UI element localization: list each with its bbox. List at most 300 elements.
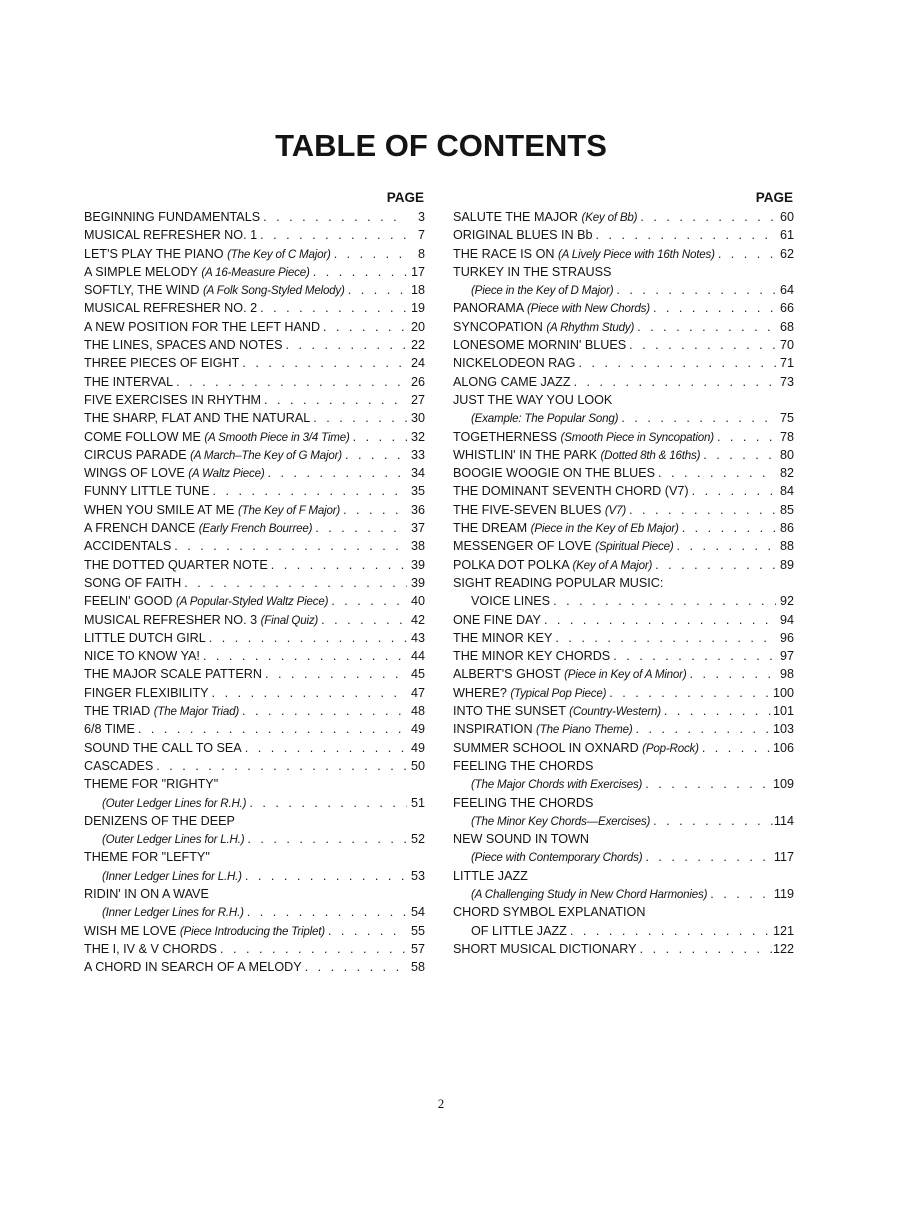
- dot-leader: [610, 647, 776, 665]
- entry-title-text: THE DREAM: [453, 521, 528, 536]
- toc-entry-line: [84, 958, 425, 976]
- dot-leader: [242, 867, 407, 885]
- entry-subtitle: (Inner Ledger Lines for R.H.): [102, 906, 244, 920]
- dot-leader: [652, 556, 776, 574]
- entry-title: [453, 940, 637, 958]
- toc-entry-line: [453, 665, 794, 684]
- dot-leader: [257, 226, 407, 244]
- entry-title-text: INSPIRATION: [453, 722, 533, 737]
- toc-entry: [84, 592, 425, 610]
- dot-leader: [244, 903, 407, 921]
- toc-entry-line: [453, 263, 794, 281]
- entry-title: [84, 885, 209, 903]
- dot-leader: [350, 428, 407, 446]
- entry-title: [84, 684, 209, 702]
- dot-leader: [340, 501, 407, 519]
- toc-entry: [84, 739, 425, 757]
- entry-title-text: INTO THE SUNSET: [453, 704, 566, 719]
- entry-title: [453, 446, 700, 465]
- dot-leader: [626, 336, 776, 354]
- toc-entry-line: [84, 647, 425, 665]
- entry-title: [84, 611, 318, 630]
- entry-title-text: THE TRIAD: [84, 704, 151, 719]
- entry-title: [453, 702, 661, 721]
- toc-entry: [84, 867, 425, 885]
- toc-entry-line: [84, 556, 425, 574]
- entry-subtitle: (A Rhythm Study): [546, 320, 635, 334]
- entry-title: [471, 775, 642, 794]
- entry-title-text: SOUND THE CALL TO SEA: [84, 740, 242, 755]
- toc-entry-line: [84, 501, 425, 520]
- entry-title: [84, 592, 328, 611]
- toc-entry-line: [453, 922, 794, 940]
- toc-entry-line: [453, 903, 794, 921]
- entry-page-number: 49: [410, 740, 425, 755]
- entry-title-text: BOOGIE WOOGIE ON THE BLUES: [453, 466, 656, 481]
- entry-title-text: WINGS OF LOVE: [84, 466, 185, 481]
- entry-subtitle: (A Lively Piece with 16th Notes): [557, 247, 715, 261]
- entry-title-text: JUST THE WAY YOU LOOK: [453, 392, 613, 407]
- entry-title-text: THE MINOR KEY CHORDS: [453, 649, 611, 664]
- entry-title: [453, 720, 633, 739]
- toc-entry: [453, 501, 794, 519]
- toc-entry: [453, 885, 794, 903]
- toc-entry: [453, 263, 794, 281]
- toc-entry-line: [84, 611, 425, 630]
- toc-entry: [453, 336, 794, 354]
- toc-entry: [453, 519, 794, 537]
- toc-entry: [84, 226, 425, 244]
- entry-title: [453, 629, 552, 647]
- dot-leader: [209, 684, 407, 702]
- toc-entry: [453, 629, 794, 647]
- toc-entry: [84, 318, 425, 336]
- toc-entry: [84, 263, 425, 281]
- entry-title: [84, 720, 135, 738]
- entry-title-text: THE FIVE-SEVEN BLUES: [453, 502, 602, 517]
- entry-page-number: 27: [410, 392, 425, 407]
- entry-page-number: 114: [773, 813, 794, 828]
- entry-title-text: RIDIN' IN ON A WAVE: [84, 886, 209, 901]
- toc-entry-line: [84, 354, 425, 372]
- entry-title: [471, 409, 618, 428]
- entry-page-number: 52: [410, 832, 425, 847]
- dot-leader: [261, 391, 407, 409]
- entry-page-number: 66: [779, 301, 794, 316]
- dot-leader: [707, 885, 774, 903]
- entry-title-text: LITTLE JAZZ: [453, 868, 528, 883]
- toc-entry: [453, 794, 794, 812]
- entry-page-number: 121: [772, 923, 794, 938]
- toc-entry: [453, 428, 794, 446]
- dot-leader: [257, 299, 407, 317]
- entry-title: [84, 556, 268, 574]
- entry-page-number: 97: [779, 649, 794, 664]
- toc-entry: [453, 775, 794, 793]
- entry-title: [84, 318, 320, 336]
- entry-title-text: TOGETHERNESS: [453, 429, 558, 444]
- toc-entry-line: [453, 702, 794, 721]
- entry-subtitle: (Key of Bb): [581, 211, 638, 224]
- entry-title-text: FEELING THE CHORDS: [453, 795, 594, 810]
- dot-leader: [552, 629, 776, 647]
- toc-entry-line: [84, 848, 425, 866]
- entry-page-number: 85: [779, 502, 794, 517]
- toc-entry-line: [84, 464, 425, 483]
- entry-title: [453, 757, 593, 775]
- toc-entry: [84, 684, 425, 702]
- entry-title-text: COME FOLLOW ME: [84, 429, 201, 444]
- toc-entry-line: [84, 318, 425, 336]
- entry-subtitle: (The Key of F Major): [237, 503, 341, 517]
- entry-page-number: 92: [779, 594, 794, 609]
- toc-entry: [453, 739, 794, 757]
- entry-title-text: SOFTLY, THE WIND: [84, 283, 200, 298]
- toc-entry: [453, 299, 794, 317]
- toc-entry: [453, 848, 794, 866]
- toc-entry: [84, 482, 425, 500]
- entry-title: [453, 336, 626, 354]
- entry-title: [84, 665, 262, 683]
- entry-title-text: THE SHARP, FLAT AND THE NATURAL: [84, 411, 311, 426]
- entry-subtitle: (Piece with Contemporary Chords): [471, 851, 643, 865]
- entry-title: [102, 830, 244, 849]
- dot-leader: [714, 428, 776, 446]
- toc-entry-line: [84, 739, 425, 757]
- toc-entry-line: [84, 208, 425, 226]
- dot-leader: [345, 281, 407, 299]
- entry-title: [84, 482, 210, 500]
- dot-leader: [262, 665, 407, 683]
- entry-title-text: THE MAJOR SCALE PATTERN: [84, 667, 262, 682]
- toc-entry-line: [453, 885, 794, 904]
- entry-page-number: 96: [779, 630, 794, 645]
- entry-page-number: 94: [779, 612, 794, 627]
- entry-page-number: 89: [779, 557, 794, 572]
- entry-title: [453, 867, 528, 885]
- toc-entry: [453, 812, 794, 830]
- entry-page-number: 39: [410, 557, 425, 572]
- entry-subtitle: (Inner Ledger Lines for L.H.): [102, 869, 242, 883]
- toc-entry: [453, 684, 794, 702]
- entry-title: [453, 830, 589, 848]
- toc-entry: [84, 409, 425, 427]
- entry-title: [84, 775, 218, 793]
- entry-page-number: 57: [410, 941, 425, 956]
- toc-entry-line: [453, 592, 794, 610]
- toc-entry: [84, 446, 425, 464]
- toc-entry: [453, 574, 794, 592]
- toc-entry-line: [453, 537, 794, 556]
- dot-leader: [135, 720, 407, 738]
- entry-page-number: 98: [779, 667, 794, 682]
- dot-leader: [200, 647, 407, 665]
- toc-entry-line: [84, 940, 425, 958]
- entry-title-text: ORIGINAL BLUES IN Bb: [453, 228, 593, 243]
- toc-entry: [84, 830, 425, 848]
- entry-title: [84, 940, 217, 958]
- entry-title-text: DENIZENS OF THE DEEP: [84, 813, 235, 828]
- toc-entry: [453, 464, 794, 482]
- entry-page-number: 55: [410, 923, 425, 938]
- toc-entry-line: [453, 428, 794, 447]
- entry-page-number: 3: [417, 210, 425, 224]
- dot-leader: [606, 684, 773, 702]
- toc-entry-line: [453, 226, 794, 244]
- entry-title: [84, 281, 345, 300]
- toc-entry-line: [84, 885, 425, 903]
- entry-title-text: A SIMPLE MELODY: [84, 264, 198, 279]
- toc-entry: [84, 208, 425, 226]
- entry-title-text: NICE TO KNOW YA!: [84, 649, 200, 664]
- toc-entry: [453, 391, 794, 409]
- entry-subtitle: (A Folk Song-Styled Melody): [202, 284, 345, 298]
- toc-entry-line: [84, 226, 425, 244]
- entry-title: [453, 519, 679, 538]
- entry-page-number: 73: [779, 374, 794, 389]
- entry-title: [453, 482, 689, 500]
- entry-title-text: POLKA DOT POLKA: [453, 557, 569, 572]
- entry-page-number: 7: [417, 228, 425, 243]
- entry-title: [453, 318, 634, 337]
- toc-entry-line: [453, 336, 794, 354]
- entry-title: [102, 867, 242, 886]
- entry-title: [453, 684, 606, 703]
- toc-entry-line: [453, 464, 794, 482]
- entry-title: [84, 519, 312, 538]
- toc-entry-line: [84, 922, 425, 941]
- entry-subtitle: (Key of A Major): [572, 558, 653, 572]
- toc-entry-line: [84, 903, 425, 922]
- entry-title-text: SYNCOPATION: [453, 319, 543, 334]
- toc-entry-line: [84, 537, 425, 555]
- entry-title: [84, 336, 283, 354]
- toc-entry: [453, 720, 794, 738]
- entry-subtitle: (Outer Ledger Lines for R.H.): [102, 796, 247, 810]
- dot-leader: [239, 354, 407, 372]
- toc-entry: [453, 556, 794, 574]
- entry-title-text: MUSICAL REFRESHER NO. 3: [84, 612, 258, 627]
- toc-entry: [453, 318, 794, 336]
- dot-leader: [541, 611, 776, 629]
- entry-page-number: 61: [779, 228, 794, 243]
- entry-title: [84, 647, 200, 665]
- toc-entry: [84, 812, 425, 830]
- toc-entry: [453, 940, 794, 958]
- entry-page-number: 26: [410, 374, 425, 389]
- dot-leader: [571, 373, 776, 391]
- dot-leader: [674, 537, 777, 555]
- toc-entry: [84, 373, 425, 391]
- toc-entry-line: [84, 812, 425, 830]
- toc-entry: [84, 519, 425, 537]
- entry-page-number: 30: [410, 411, 425, 426]
- entry-title: [453, 464, 655, 482]
- toc-entry: [84, 647, 425, 665]
- toc-entry: [84, 464, 425, 482]
- entry-subtitle: (Spiritual Piece): [595, 540, 674, 554]
- entry-title: [84, 391, 261, 409]
- dot-leader: [637, 208, 776, 226]
- entry-title: [102, 794, 246, 813]
- entry-title-text: FIVE EXERCISES IN RHYTHM: [84, 392, 262, 407]
- entry-title-text: LITTLE DUTCH GIRL: [84, 630, 206, 645]
- entry-title-text: WISH ME LOVE: [84, 923, 177, 938]
- dot-leader: [217, 940, 407, 958]
- toc-entry-line: [453, 556, 794, 575]
- toc-entry-line: [453, 611, 794, 629]
- entry-title: [84, 245, 331, 264]
- entry-title: [453, 354, 575, 372]
- entry-title: [471, 592, 550, 610]
- entry-title-text: SONG OF FAITH: [84, 575, 182, 590]
- entry-page-number: 117: [773, 850, 794, 865]
- dot-leader: [575, 354, 776, 372]
- toc-entry: [84, 611, 425, 629]
- dot-leader: [312, 519, 407, 537]
- toc-entry-line: [84, 245, 425, 264]
- toc-entry: [84, 537, 425, 555]
- toc-list-left: [84, 208, 425, 976]
- entry-page-number: 18: [410, 283, 425, 298]
- toc-entry: [453, 482, 794, 500]
- toc-entry: [84, 848, 425, 866]
- toc-entry-line: [453, 940, 794, 958]
- toc-entry-line: [453, 354, 794, 372]
- toc-entry-line: [453, 245, 794, 264]
- entry-page-number: 80: [779, 447, 794, 462]
- entry-title-text: FINGER FLEXIBILITY: [84, 685, 209, 700]
- dot-leader: [173, 373, 407, 391]
- toc-entry: [84, 794, 425, 812]
- dot-leader: [265, 464, 407, 482]
- entry-title: [102, 903, 244, 922]
- dot-leader: [153, 757, 407, 775]
- dot-leader: [642, 775, 773, 793]
- entry-page-number: 122: [772, 941, 794, 956]
- entry-subtitle: (Early French Bourree): [198, 522, 313, 536]
- entry-page-number: 53: [410, 868, 425, 883]
- toc-entry-line: [84, 391, 425, 409]
- entry-subtitle: (A Challenging Study in New Chord Harmonies): [471, 887, 708, 901]
- toc-entry-line: [453, 409, 794, 428]
- entry-title: [84, 922, 325, 941]
- entry-subtitle: (A Popular-Styled Waltz Piece): [175, 595, 329, 609]
- entry-page-number: 47: [410, 685, 425, 700]
- toc-entry: [84, 501, 425, 519]
- toc-entry-line: [453, 848, 794, 867]
- dot-leader: [206, 629, 407, 647]
- dot-leader: [246, 794, 407, 812]
- entry-title-text: THEME FOR "LEFTY": [84, 850, 210, 865]
- toc-entry-line: [453, 757, 794, 775]
- toc-entry: [453, 903, 794, 921]
- toc-entry-line: [84, 794, 425, 813]
- entry-title: [453, 537, 674, 556]
- dot-leader: [181, 574, 407, 592]
- entry-title-text: THE I, IV & V CHORDS: [84, 941, 217, 956]
- entry-title: [453, 373, 571, 391]
- dot-leader: [239, 702, 407, 720]
- entry-subtitle: (The Piano Theme): [536, 723, 633, 737]
- entry-page-number: 48: [410, 704, 425, 719]
- entry-title: [84, 428, 350, 447]
- toc-entry: [84, 428, 425, 446]
- toc-entry: [84, 757, 425, 775]
- entry-subtitle: (A Smooth Piece in 3/4 Time): [204, 430, 350, 444]
- entry-title-text: NEW SOUND IN TOWN: [453, 832, 589, 847]
- toc-entry: [84, 245, 425, 263]
- toc-entry-line: [84, 263, 425, 282]
- dot-leader: [679, 519, 776, 537]
- entry-page-number: 24: [410, 356, 425, 371]
- entry-title: [84, 574, 181, 592]
- dot-leader: [302, 958, 407, 976]
- entry-subtitle: (Country-Western): [569, 705, 661, 719]
- entry-title-text: SHORT MUSICAL DICTIONARY: [453, 941, 637, 956]
- entry-title: [471, 812, 650, 831]
- toc-entry: [84, 775, 425, 793]
- entry-title: [471, 281, 613, 300]
- entry-title: [84, 446, 342, 465]
- entry-title-text: FEELIN' GOOD: [84, 594, 173, 609]
- toc-entry: [84, 336, 425, 354]
- dot-leader: [318, 611, 407, 629]
- entry-page-number: 82: [779, 466, 794, 481]
- page-column-heading: PAGE: [386, 190, 424, 205]
- entry-page-number: 88: [779, 539, 794, 554]
- toc-entry: [453, 830, 794, 848]
- toc-entry: [453, 354, 794, 372]
- entry-title-text: NICKELODEON RAG: [453, 356, 576, 371]
- entry-page-number: 62: [779, 246, 794, 261]
- dot-leader: [310, 409, 407, 427]
- entry-title-text: BEGINNING FUNDAMENTALS: [84, 210, 261, 224]
- entry-page-number: 75: [779, 411, 794, 426]
- entry-title: [471, 922, 567, 940]
- toc-entry-line: [84, 775, 425, 793]
- entry-title-text: PANORAMA: [453, 301, 524, 316]
- toc-entry-line: [453, 647, 794, 665]
- entry-title-text: TURKEY IN THE STRAUSS: [453, 264, 612, 279]
- dot-leader: [260, 208, 407, 226]
- entry-page-number: 119: [773, 886, 794, 901]
- entry-subtitle: (The Key of C Major): [227, 247, 331, 261]
- entry-page-number: 101: [772, 704, 794, 719]
- dot-leader: [567, 922, 773, 940]
- dot-leader: [268, 556, 407, 574]
- entry-page-number: 45: [410, 667, 425, 682]
- entry-title-text: MESSENGER OF LOVE: [453, 539, 592, 554]
- entry-title: [84, 373, 173, 391]
- page-column-heading: PAGE: [755, 190, 793, 205]
- dot-leader: [242, 739, 407, 757]
- toc-column-left: [84, 188, 425, 976]
- entry-page-number: 78: [779, 429, 794, 444]
- entry-title: [453, 501, 626, 520]
- entry-page-number: 36: [410, 502, 425, 517]
- toc-entry-line: [453, 391, 794, 409]
- entry-title: [84, 226, 257, 244]
- entry-title-text: CIRCUS PARADE: [84, 447, 187, 462]
- dot-leader: [650, 812, 774, 830]
- toc-entry: [84, 940, 425, 958]
- entry-page-number: 86: [779, 521, 794, 536]
- entry-subtitle: (Outer Ledger Lines for L.H.): [102, 833, 245, 847]
- entry-subtitle: (Piece in the Key of D Major): [471, 284, 614, 298]
- entry-page-number: 38: [410, 539, 425, 554]
- dot-leader: [637, 940, 773, 958]
